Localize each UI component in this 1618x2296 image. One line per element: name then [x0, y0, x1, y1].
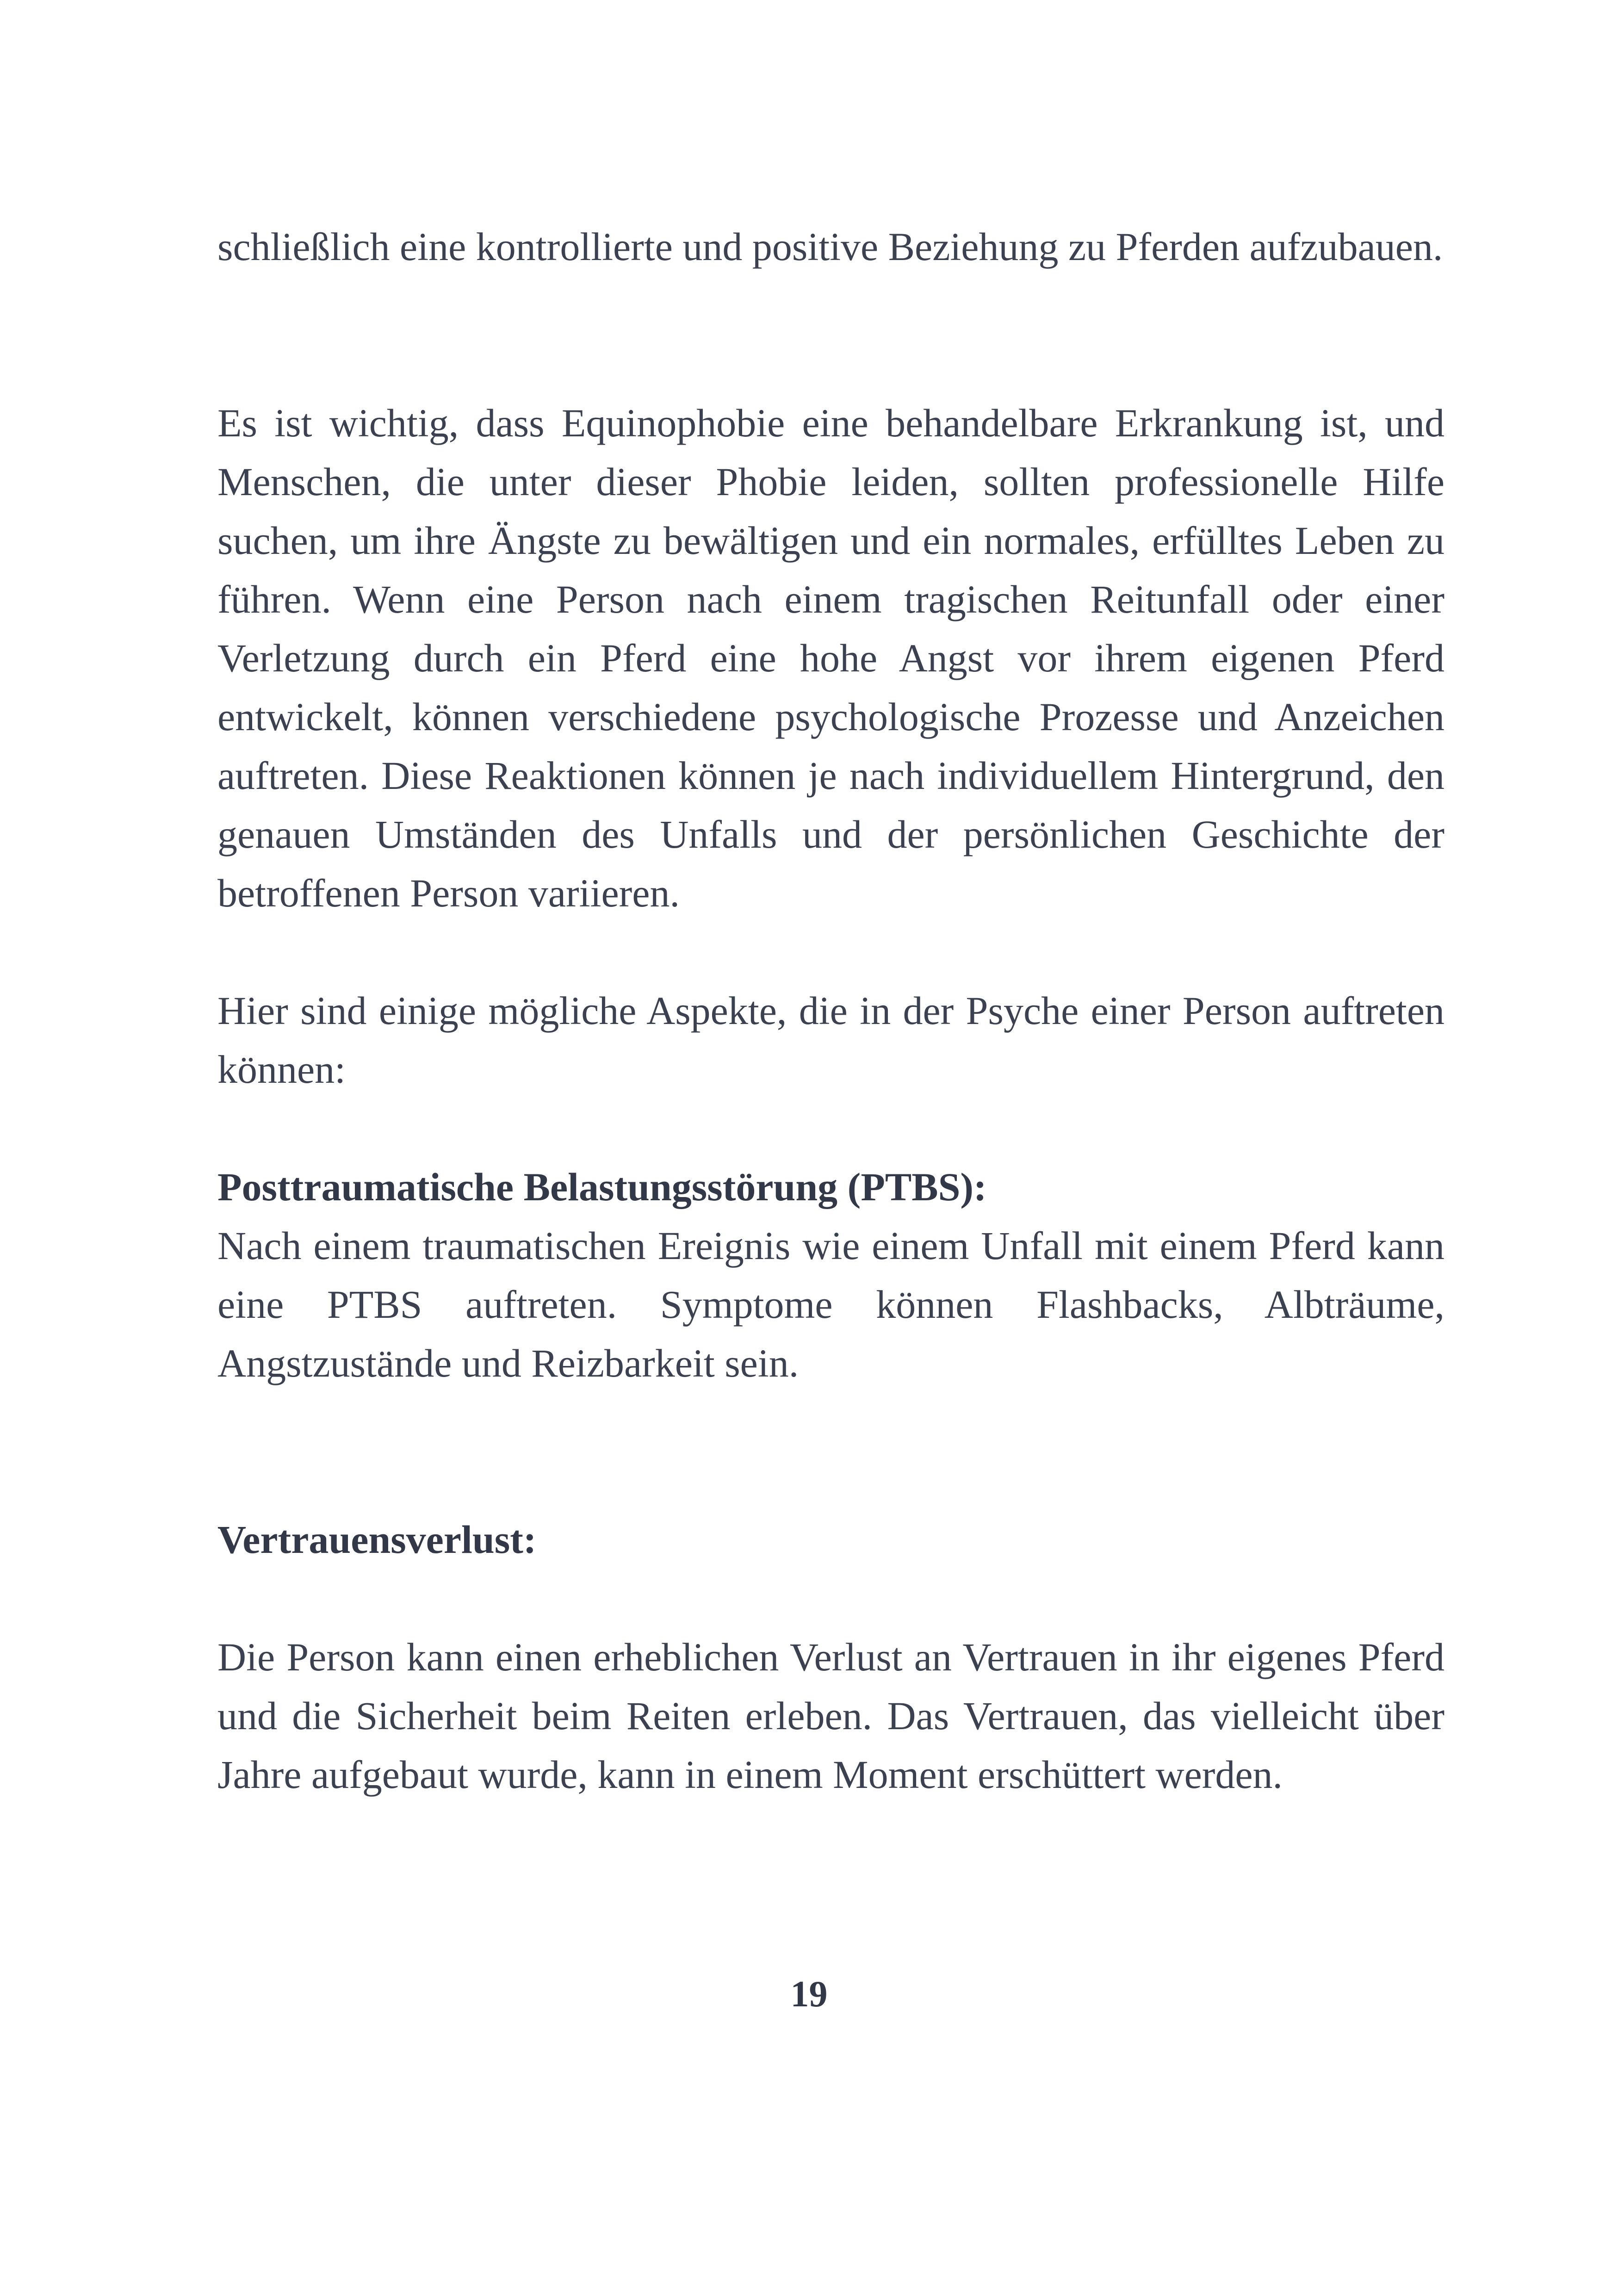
paragraph-continued: schließlich eine kontrollierte und positive Beziehung zu Pferden aufzubauen. [217, 224, 1443, 269]
page-number: 19 [790, 1974, 828, 2015]
page-body [217, 217, 1444, 1804]
section-heading-vertrauensverlust: Vertrauensverlust: [217, 1517, 537, 1562]
section-text-vertrauensverlust: Die Person kann einen erheblichen Verlust an Vertrauen in ihr eigenes Pferd und die Sicherheit beim Reiten erleben. Das Vertrauen, das vielleicht über Jahre aufgebaut wurde, kann in einem Moment erschüttert werden. [217, 1635, 1444, 1797]
section-heading-ptbs: Posttraumatische Belastungsstörung (PTBS): [217, 1165, 987, 1209]
section-text-ptbs: Nach einem traumatischen Ereignis wie einem Unfall mit einem Pferd kann eine PTBS auftreten. Symptome können Flashbacks, Albträume, Angstzustände und Reizbarkeit sein. [217, 1223, 1444, 1385]
paragraph-equinophobie: Es ist wichtig, dass Equinophobie eine behandelbare Erkrankung ist, und Menschen, die unter dieser Phobie leiden, sollten professionelle Hilfe suchen, um ihre Ängste zu bewältigen und ein normales, erfülltes Leben zu führen. Wenn eine Person nach einem tragischen Reitunfall oder einer Verletzung durch ein Pferd eine hohe Angst vor ihrem eigenen Pferd entwickelt, können verschiedene psychologische Prozesse und Anzeichen auftreten. Diese Reaktionen können je nach individuellem Hintergrund, den genauen Umständen des Unfalls und der persönlichen Geschichte der betroffenen Person variieren. [217, 401, 1444, 915]
paragraph-aspects-intro: Hier sind einige mögliche Aspekte, die in der Psyche einer Person auftreten können: [217, 988, 1444, 1092]
